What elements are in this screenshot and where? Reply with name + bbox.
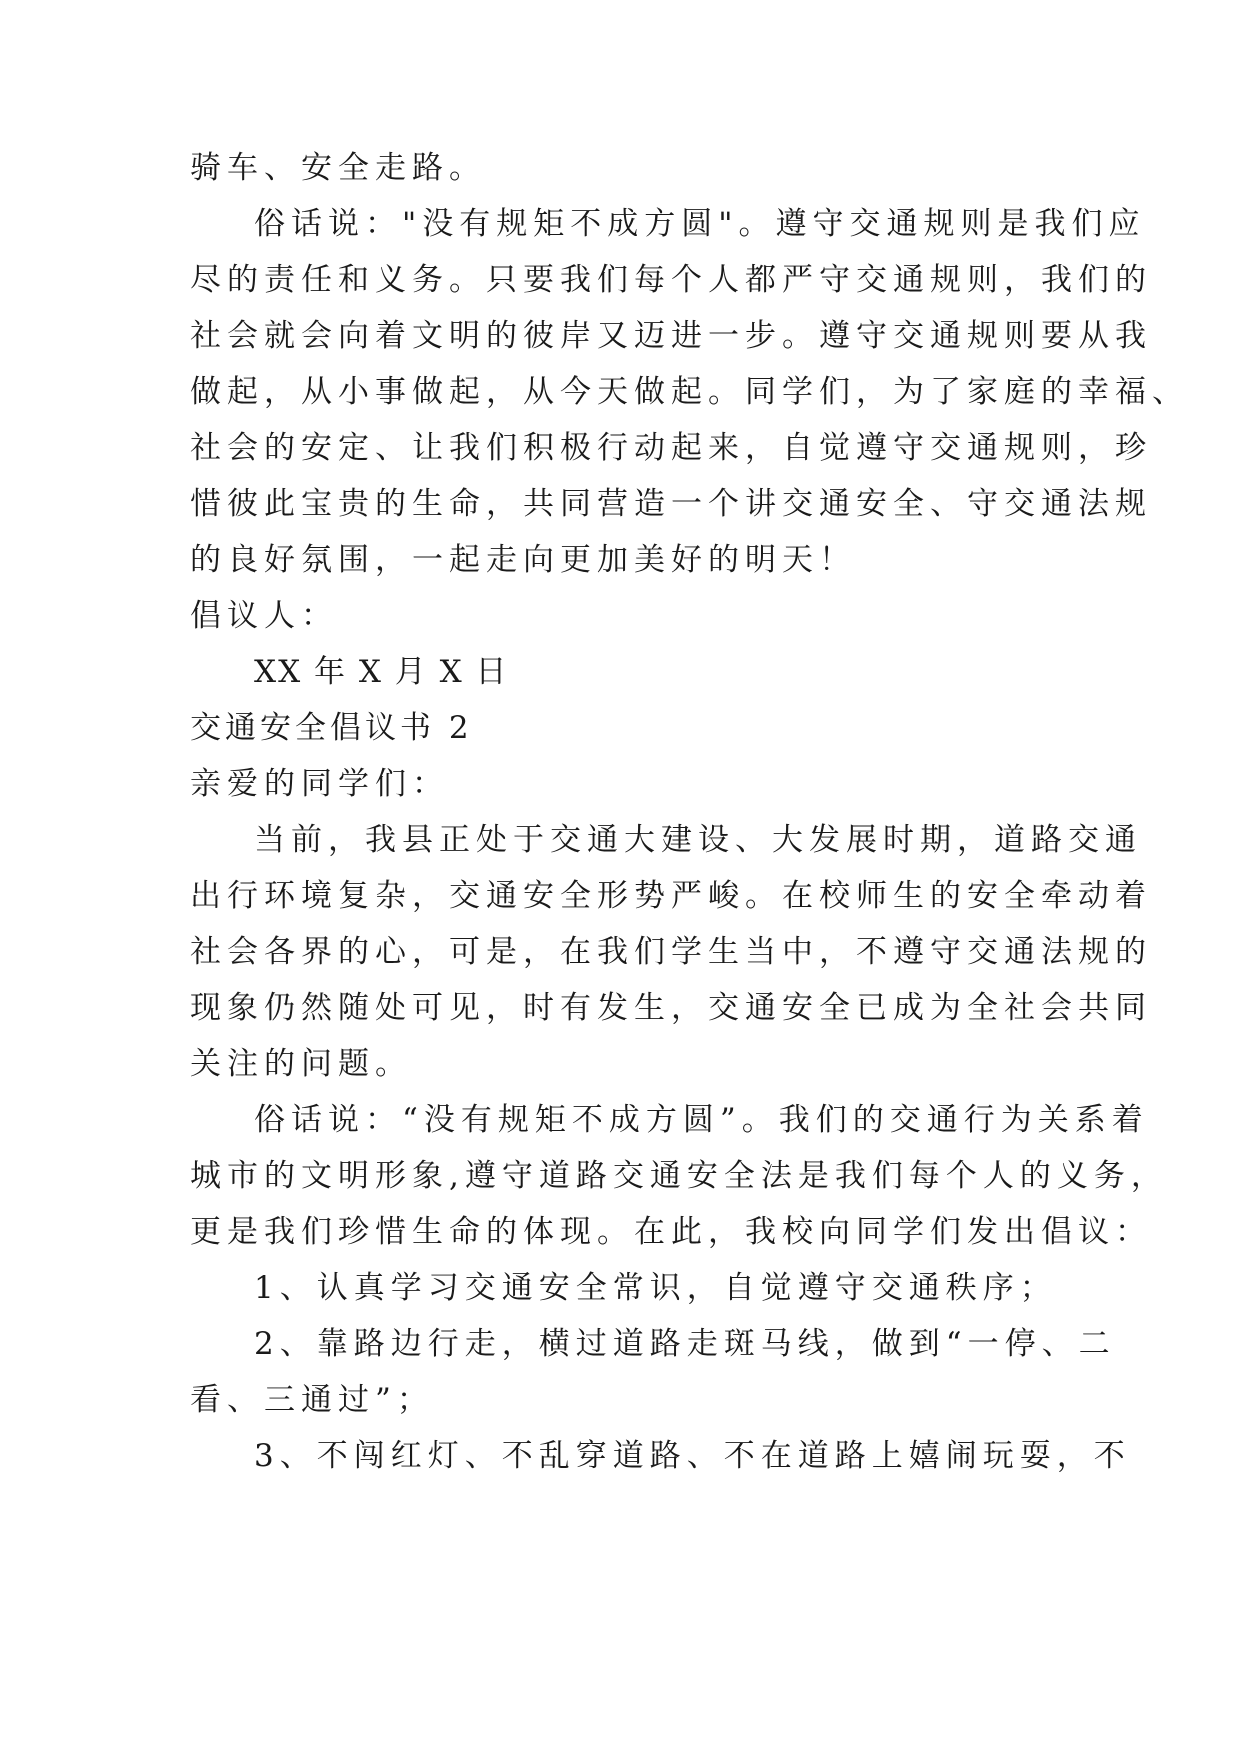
date-line: XX 年 X 月 X 日 [254,654,509,690]
text-line: 城市的文明形象,遵守道路交通安全法是我们每个人的义务， [190,1158,1168,1194]
list-item: 1、认真学习交通安全常识，自觉遵守交通秩序； [254,1270,1057,1306]
text-line: 骑车、安全走路。 [190,150,486,186]
paragraph-first-line: 俗话说：“没有规矩不成方圆”。我们的交通行为关系着 [254,1102,1149,1138]
list-item: 2、靠路边行走，横过道路走斑马线，做到“一停、二 [254,1326,1116,1362]
text-line: 出行环境复杂，交通安全形势严峻。在校师生的安全牵动着 [190,878,1152,914]
text-line: 社会就会向着文明的彼岸又迈进一步。遵守交通规则要从我 [190,318,1152,354]
text-line: 惜彼此宝贵的生命，共同营造一个讲交通安全、守交通法规 [190,486,1152,522]
text-line: 更是我们珍惜生命的体现。在此，我校向同学们发出倡议： [190,1214,1152,1250]
text-line: 的良好氛围，一起走向更加美好的明天！ [190,542,856,578]
proposer-label: 倡议人： [190,598,338,634]
salutation: 亲爱的同学们： [190,766,449,802]
text-line: 尽的责任和义务。只要我们每个人都严守交通规则，我们的 [190,262,1152,298]
text-line: 看、三通过”； [190,1382,434,1418]
text-line: 现象仍然随处可见，时有发生，交通安全已成为全社会共同 [190,990,1152,1026]
text-line: 社会各界的心，可是，在我们学生当中，不遵守交通法规的 [190,934,1152,970]
section-title: 交通安全倡议书 2 [190,710,473,746]
paragraph-first-line: 当前，我县正处于交通大建设、大发展时期，道路交通 [254,822,1142,858]
text-line: 做起，从小事做起，从今天做起。同学们，为了家庭的幸福、 [190,374,1189,410]
text-line: 关注的问题。 [190,1046,412,1082]
paragraph-first-line: 俗话说："没有规矩不成方圆"。遵守交通规则是我们应 [254,206,1146,242]
list-item: 3、不闯红灯、不乱穿道路、不在道路上嬉闹玩耍，不 [254,1438,1131,1474]
text-line: 社会的安定、让我们积极行动起来，自觉遵守交通规则，珍 [190,430,1152,466]
